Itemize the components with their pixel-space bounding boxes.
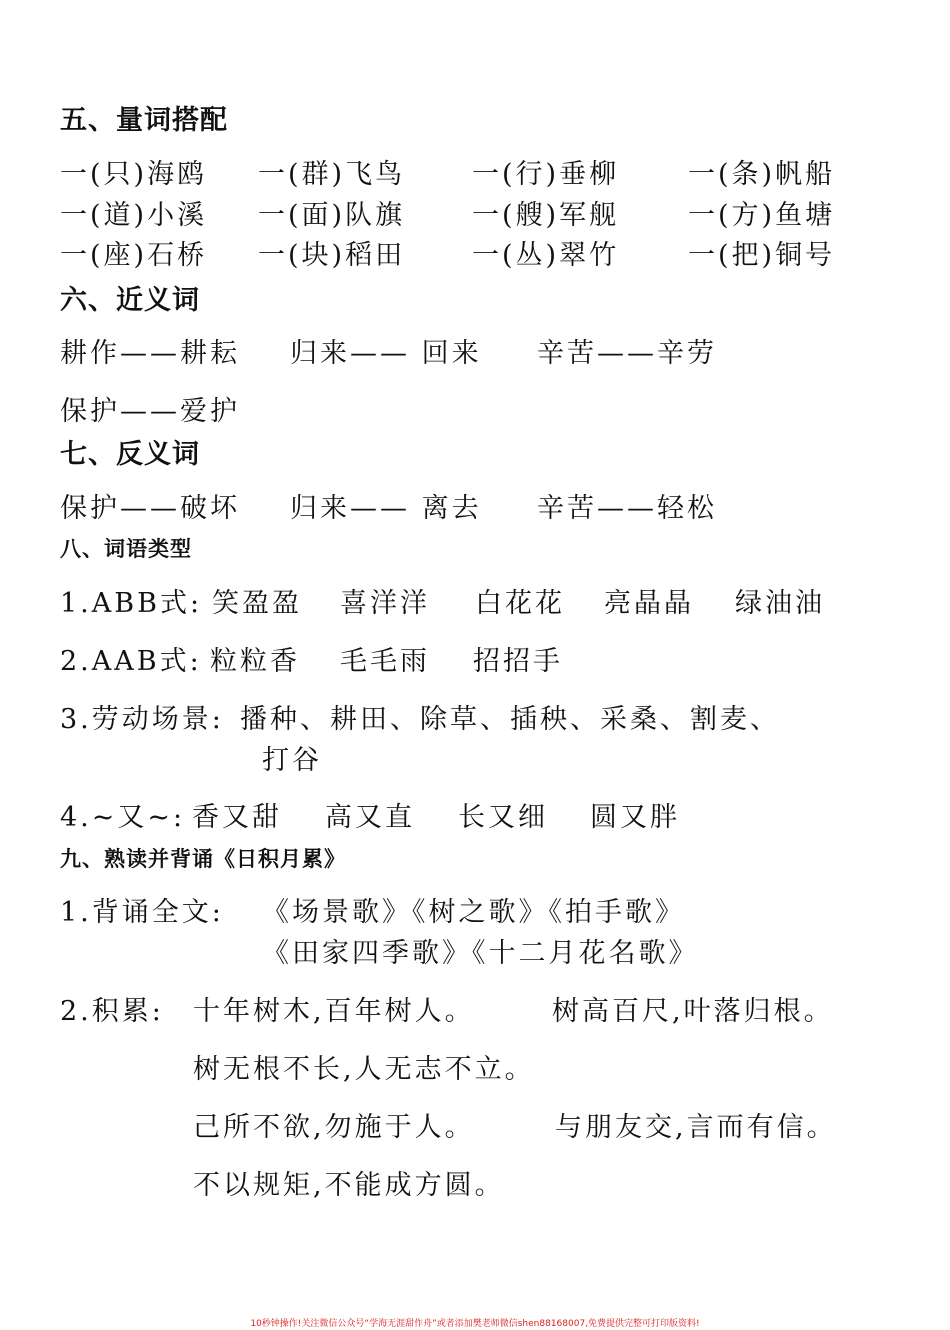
measure-word-item: 一(块)稻田	[258, 240, 406, 271]
section-title-word-types: 八、词语类型	[60, 537, 192, 561]
proverb: 己所不欲,勿施于人。	[193, 1112, 475, 1143]
section-title-recitation: 九、熟读并背诵《日积月累》	[60, 847, 346, 871]
measure-word-item: 一(方)鱼塘	[688, 200, 836, 231]
accumulate-label: 2.积累:	[60, 996, 164, 1027]
proverb: 十年树木,百年树人。	[193, 996, 475, 1027]
word-type-example: 亮晶晶	[604, 588, 694, 619]
footer-promo-text: 10秒钟操作!关注微信公众号“学海无涯甜作舟”或者添加樊老师微信shen88168007,免费提供完整可打印版资料!	[250, 1319, 700, 1329]
word-type-example: 喜洋洋	[340, 588, 430, 619]
antonym-pair: 归来—— 离去	[290, 493, 482, 524]
measure-word-item: 一(行)垂柳	[472, 159, 620, 190]
antonym-pair: 辛苦——轻松	[537, 493, 717, 524]
recite-label: 1.背诵全文:	[60, 897, 224, 928]
recite-titles: 《田家四季歌》《十二月花名歌》	[262, 938, 699, 969]
measure-word-item: 一(条)帆船	[688, 159, 836, 190]
measure-word-item: 一(道)小溪	[60, 200, 208, 231]
section-title-synonyms: 六、近义词	[60, 285, 200, 316]
word-type-example: 招招手	[473, 646, 563, 677]
section-title-antonyms: 七、反义词	[60, 439, 200, 470]
word-type-example: 高又直	[325, 802, 415, 833]
section-title-measure-words: 五、量词搭配	[60, 105, 228, 136]
synonym-pair: 保护——爱护	[60, 396, 240, 427]
word-type-example: 香又甜	[192, 802, 282, 833]
proverb: 树无根不长,人无志不立。	[193, 1054, 535, 1085]
measure-word-item: 一(面)队旗	[258, 200, 406, 231]
measure-word-item: 一(只)海鸥	[60, 159, 208, 190]
word-type-example: 笑盈盈	[212, 588, 302, 619]
measure-word-item: 一(把)铜号	[688, 240, 836, 271]
word-type-example: 毛毛雨	[340, 646, 430, 677]
measure-word-item: 一(座)石桥	[60, 240, 208, 271]
labor-scene-words: 播种、耕田、除草、插秧、采桑、割麦、	[240, 704, 780, 735]
labor-scene-words: 打谷	[262, 745, 322, 776]
word-type-label: 4.~又~:	[60, 802, 186, 833]
word-type-example: 圆又胖	[590, 802, 680, 833]
word-type-label: 3.劳动场景:	[60, 704, 224, 735]
synonym-pair: 辛苦——辛劳	[537, 338, 717, 369]
word-type-example: 粒粒香	[210, 646, 300, 677]
antonym-pair: 保护——破坏	[60, 493, 240, 524]
word-type-label: 2.AAB式:	[60, 646, 202, 677]
word-type-label: 1.ABB式:	[60, 588, 203, 619]
measure-word-item: 一(丛)翠竹	[472, 240, 620, 271]
word-type-example: 白花花	[475, 588, 565, 619]
proverb: 不以规矩,不能成方圆。	[193, 1170, 505, 1201]
word-type-example: 长又细	[458, 802, 548, 833]
proverb: 与朋友交,言而有信。	[555, 1112, 837, 1143]
synonym-pair: 耕作——耕耘	[60, 338, 240, 369]
recite-titles: 《场景歌》《树之歌》《拍手歌》	[262, 897, 685, 928]
synonym-pair: 归来—— 回来	[290, 338, 482, 369]
proverb: 树高百尺,叶落归根。	[552, 996, 834, 1027]
measure-word-item: 一(群)飞鸟	[258, 159, 406, 190]
measure-word-item: 一(艘)军舰	[472, 200, 620, 231]
word-type-example: 绿油油	[735, 588, 825, 619]
